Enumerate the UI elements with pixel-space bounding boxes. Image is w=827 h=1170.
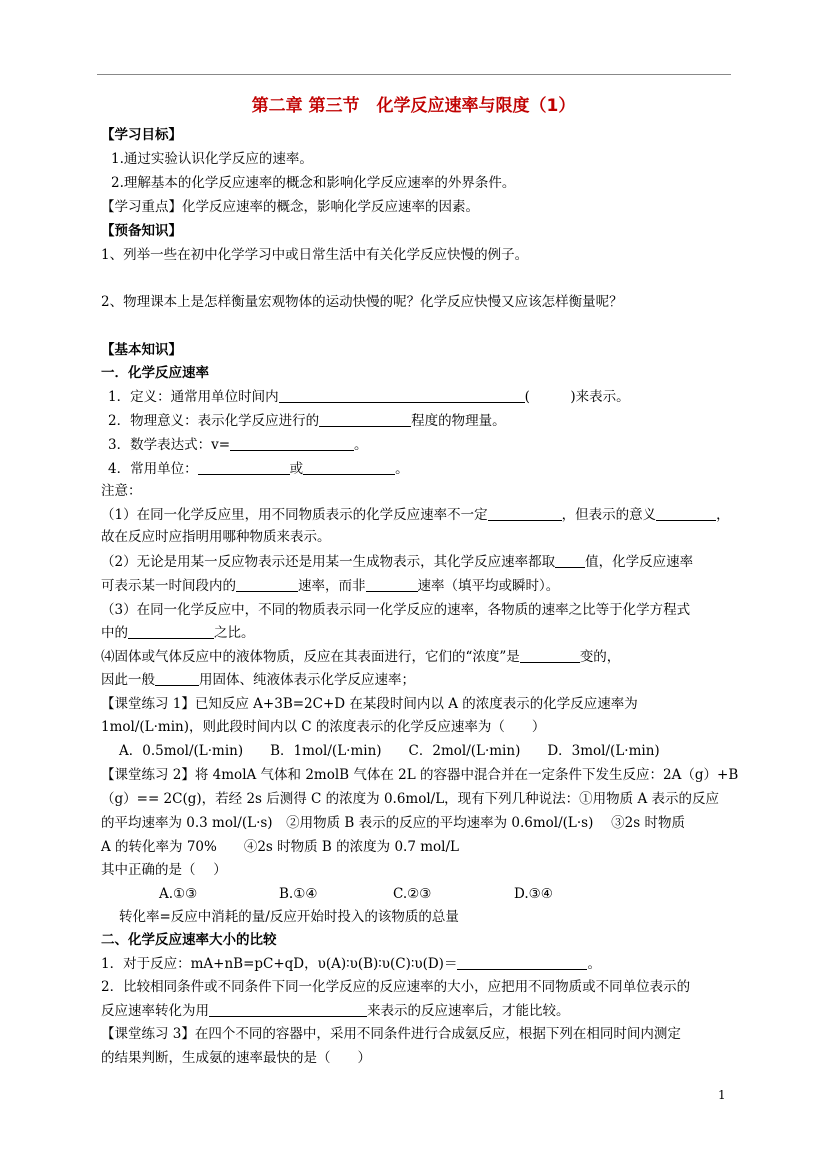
goal-item-2: 2.理解基本的化学反应速率的概念和影响化学反应速率的外界条件。: [111, 175, 516, 191]
definition-label: 1．定义：通常用单位时间内: [108, 389, 279, 405]
note-4-end: 用固体、纯液体表示化学反应速率；: [199, 672, 415, 688]
section-2-heading: 二、化学反应速率大小的比较: [101, 932, 277, 948]
section-2-item-2-line-2: [101, 1002, 570, 1020]
unit-blank-1: [198, 461, 290, 475]
note-3-end: 之比。: [214, 625, 255, 641]
note-1-line-2: 故在反应时应指明用哪种物质来表示。: [101, 529, 331, 545]
exercise-2-option-b: B.①④: [279, 886, 318, 902]
notes-heading: 注意：: [101, 483, 142, 499]
header-rule: [97, 74, 731, 75]
exercise-1-line-1: 【课堂练习 1】已知反应 A+3B=2C+D 在某段时间内以 A 的浓度表示的化学反应速率为: [101, 696, 638, 712]
exercise-2-option-d: D.③④: [514, 886, 553, 902]
meaning-label: 2．物理意义：表示化学反应进行的: [108, 413, 320, 429]
exercise-2-line-2: （g）== 2C(g)，若经 2s 后测得 C 的浓度为 0.6mol/L，现有下列几种说法：①用物质 A 表示的反应: [101, 791, 720, 807]
section-2-item-1-end: 。: [587, 956, 601, 972]
expression-suffix: 。: [354, 437, 368, 453]
conversion-note: 转化率=反应中消耗的量/反应开始时投入的该物质的总量: [119, 909, 459, 925]
meaning-line: [108, 412, 506, 430]
exercise-1-options: A．0.5mol/(L·min) B．1mol/(L·min) C．2mol/(L·min) D．3mol/(L·min): [119, 743, 660, 759]
exercise-2-option-c: C.②③: [393, 886, 432, 902]
note-4-text: ⑷固体或气体反应中的液体物质，反应在其表面进行，它们的“浓度”是: [101, 649, 520, 665]
note-4-blank-2: [155, 672, 199, 686]
definition-line: [108, 388, 630, 406]
goals-heading: 【学习目标】: [101, 127, 182, 143]
section-2-item-2-line-1: 2．比较相同条件或不同条件下同一化学反应的反应速率的大小，应把用不同物质或不同单位表示的: [101, 979, 691, 995]
exercise-1-line-2: 1mol/(L·min)，则此段时间内以 C 的浓度表示的化学反应速率为（ ）: [101, 719, 546, 735]
note-1-text: （1）在同一化学反应里，用不同物质表示的化学反应速率不一定: [101, 507, 488, 523]
unit-suffix: 。: [395, 461, 409, 477]
note-1-mid: ，但表示的意义: [561, 507, 657, 523]
exercise-3-line-2: 的结果判断，生成氨的速率最快的是（ ）: [101, 1050, 371, 1066]
note-1-blank-1: [488, 507, 562, 521]
unit-blank-2: [303, 461, 395, 475]
note-4-line-2: [101, 671, 415, 689]
note-2-blank-2: [236, 578, 298, 592]
section-2-item-1-blank: [457, 956, 587, 970]
note-2-text-2: 可表示某一时间段内的: [101, 578, 236, 594]
meaning-blank: [319, 413, 411, 427]
expression-line: [108, 436, 368, 454]
expression-blank: [230, 437, 354, 451]
note-2-line-2: [101, 577, 559, 595]
section-2-item-1-text: 1．对于反应：mA+nB=pC+qD，υ(A)∶υ(B)∶υ(C)∶υ(D)＝: [101, 956, 458, 972]
unit-line: [108, 460, 409, 478]
note-1-blank-2: [656, 507, 716, 521]
note-2-blank-3: [366, 578, 418, 592]
goal-item-1: 1.通过实验认识化学反应的速率。: [111, 151, 313, 167]
page-number: 1: [718, 1088, 726, 1102]
note-4-line-1: [101, 648, 620, 666]
note-2-blank-1: [555, 554, 585, 568]
note-2-end: 速率（填平均或瞬时）。: [417, 578, 560, 594]
section-2-item-2-blank: [209, 1003, 367, 1017]
note-2-text: （2）无论是用某一反应物表示还是用某一生成物表示，其化学反应速率都取: [101, 554, 556, 570]
unit-or: 或: [289, 461, 304, 477]
definition-blank: [279, 389, 525, 403]
exercise-2-line-3: 的平均速率为 0.3 mol/(L·s) ②用物质 B 表示的反应的平均速率为 0.6mol/(L·s) ③2s 时物质: [101, 815, 685, 831]
definition-suffix: ( )来表示。: [524, 389, 630, 405]
note-3-line-1: （3）在同一化学反应中，不同的物质表示同一化学反应的速率，各物质的速率之比等于化学方程式: [101, 602, 691, 618]
note-3-line-2: [101, 624, 255, 642]
exercise-2-option-a: A.①③: [159, 886, 198, 902]
section-1-heading: 一．化学反应速率: [101, 365, 209, 381]
note-1-end: ，: [716, 507, 730, 523]
meaning-suffix: 程度的物理量。: [411, 413, 506, 429]
note-3-text: 中的: [101, 625, 128, 641]
exercise-2-line-4: A 的转化率为 70% ④2s 时物质 B 的浓度为 0.7 mol/L: [101, 839, 459, 855]
key-points: 【学习重点】化学反应速率的概念，影响化学反应速率的因素。: [101, 199, 479, 215]
note-1-line-1: [101, 506, 730, 524]
exercise-3-line-1: 【课堂练习 3】在四个不同的容器中，采用不同条件进行合成氨反应，根据下列在相同时间内测定: [101, 1026, 681, 1042]
note-2-line-1: [101, 553, 693, 571]
prep-question-1: 1、列举一些在初中化学学习中或日常生活中有关化学反应快慢的例子。: [101, 247, 529, 263]
section-2-item-2-end: 来表示的反应速率后，才能比较。: [367, 1003, 570, 1019]
prep-heading: 【预备知识】: [101, 223, 182, 239]
note-2-mid-2: 速率，而非: [298, 578, 366, 594]
note-4-text-2: 因此一般: [101, 672, 155, 688]
note-3-blank: [128, 625, 214, 639]
section-2-item-1: [101, 955, 601, 973]
exercise-2-line-1: 【课堂练习 2】将 4molA 气体和 2molB 气体在 2L 的容器中混合并在一定条件下发生反应：2A（g）+B: [101, 767, 739, 783]
prep-question-2: 2、物理课本上是怎样衡量宏观物体的运动快慢的呢？化学反应快慢又应该怎样衡量呢？: [101, 294, 623, 310]
note-4-mid: 变的，: [579, 649, 621, 665]
note-4-blank-1: [520, 649, 580, 663]
page-title: 第二章 第三节 化学反应速率与限度（1）: [251, 96, 576, 116]
note-2-mid: 值，化学反应速率: [585, 554, 694, 570]
basic-heading: 【基本知识】: [101, 342, 182, 358]
exercise-2-line-5: 其中正确的是（ ）: [101, 862, 227, 878]
expression-label: 3．数学表达式：v=: [108, 437, 231, 453]
section-2-item-2-text: 反应速率转化为用: [101, 1003, 209, 1019]
unit-label: 4．常用单位：: [108, 461, 198, 477]
